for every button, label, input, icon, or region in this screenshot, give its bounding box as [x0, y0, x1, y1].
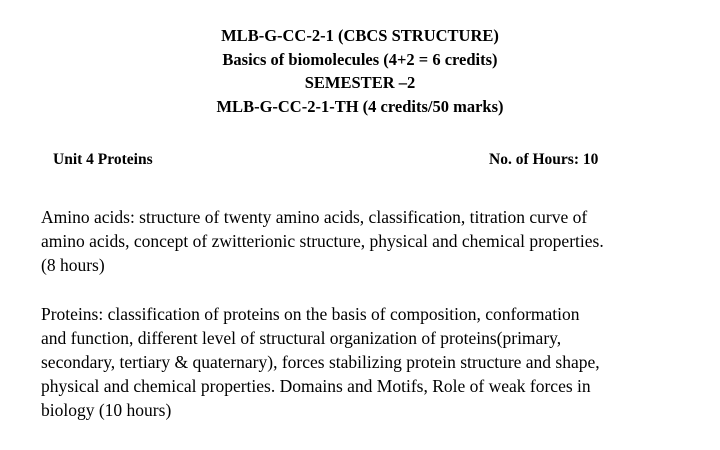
proteins-paragraph: [41, 302, 701, 422]
paragraph-line: amino acids, concept of zwitterionic structure, physical and chemical properties.: [41, 231, 604, 251]
unit-title: Unit 4 Proteins: [53, 151, 153, 168]
amino-acids-paragraph: [41, 205, 701, 277]
unit-hours: No. of Hours: 10: [489, 151, 599, 168]
paragraph-line: and function, different level of structural organization of proteins(primary,: [41, 328, 562, 348]
paragraph-line: Proteins: classification of proteins on the basis of composition, conformation: [41, 304, 580, 324]
paragraph-line: (8 hours): [41, 255, 105, 275]
theory-code: MLB-G-CC-2-1-TH (4 credits/50 marks): [216, 96, 504, 116]
semester-label: SEMESTER –2: [304, 73, 416, 92]
paragraph-line: Amino acids: structure of twenty amino acids, classification, titration curve of: [41, 207, 588, 227]
unit-row: [0, 150, 720, 170]
course-header: [0, 24, 720, 118]
paragraph-line: physical and chemical properties. Domains and Motifs, Role of weak forces in: [41, 376, 591, 396]
paragraph-line: secondary, tertiary & quaternary), forces stabilizing protein structure and shape,: [41, 352, 600, 372]
course-code: MLB-G-CC-2-1 (CBCS STRUCTURE): [221, 26, 499, 45]
course-title: Basics of biomolecules (4+2 = 6 credits): [222, 49, 498, 69]
paragraph-line: biology (10 hours): [41, 400, 172, 420]
